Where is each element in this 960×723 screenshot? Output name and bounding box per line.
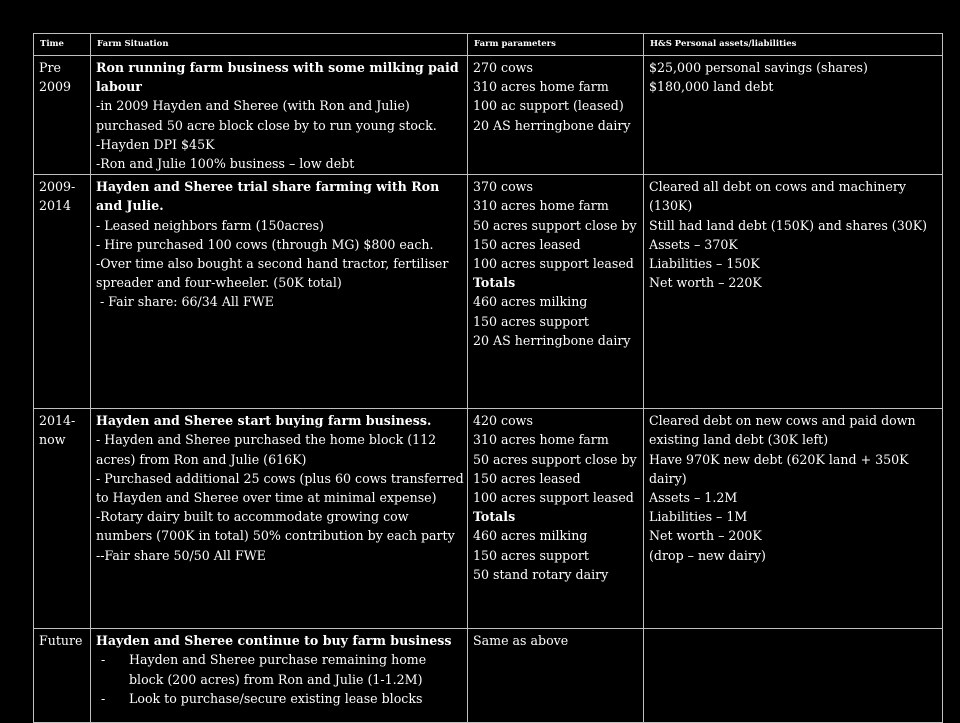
parameter-line: 310 acres home farm (473, 432, 609, 448)
parameter-line: 150 acres support (473, 313, 589, 329)
situation-cell (91, 56, 468, 175)
parameter-line: 370 cows (473, 179, 533, 195)
asset-line: Net worth – 220K (649, 275, 762, 291)
parameter-line: 100 ac support (leased) (473, 98, 624, 114)
parameter-line: 20 AS herringbone dairy (473, 117, 631, 133)
header-farm-situation: Farm Situation (91, 34, 468, 56)
asset-line: $25,000 personal savings (shares) (649, 60, 868, 75)
assets-cell (644, 56, 943, 175)
assets-cell (644, 409, 943, 629)
parameter-line: 150 acres leased (473, 470, 581, 486)
parameter-line: 310 acres home farm (473, 79, 609, 95)
parameter-line: 270 cows (473, 60, 533, 75)
situation-title: Ron running farm business with some milking paid labour (96, 60, 459, 95)
parameter-totals-label: Totals (473, 509, 516, 525)
situation-line: -Over time also bought a second hand tractor, fertiliser spreader and four-wheeler. (50K total) (96, 256, 449, 291)
situation-line: - Purchased additional 25 cows (plus 60 cows transferred to Hayden and Sheree over time at minimal expense) (96, 470, 464, 506)
farm-timeline-table (33, 33, 943, 723)
header-row (34, 34, 943, 56)
situation-line: -Hayden DPI $45K (96, 136, 215, 152)
situation-line: - Hire purchased 100 cows (through MG) $800 each. (96, 236, 434, 252)
asset-line: Assets – 370K (649, 236, 738, 252)
header-personal-assets: H&S Personal assets/liabilities (644, 34, 943, 56)
asset-line: Assets – 1.2M (649, 490, 738, 506)
asset-line: (drop – new dairy) (649, 547, 766, 563)
assets-cell (644, 629, 943, 723)
header-time: Time (34, 34, 91, 56)
parameter-line: 150 acres support (473, 547, 589, 563)
asset-line: Cleared all debt on cows and machinery (130K) (649, 179, 906, 214)
list-item: - Hayden and Sheree purchase remaining home block (200 acres) from Ron and Julie (1-1.2M) (96, 650, 464, 688)
parameter-line: 460 acres milking (473, 528, 588, 544)
parameter-line: 100 acres support leased (473, 490, 634, 506)
table-row (34, 409, 943, 629)
situation-line: - Fair share: 66/34 All FWE (96, 294, 274, 310)
asset-line: Net worth – 200K (649, 528, 762, 544)
asset-line: $180,000 land debt (649, 79, 774, 95)
parameters-cell (468, 56, 644, 175)
asset-line: Liabilities – 1M (649, 509, 748, 525)
situation-bullet-list (96, 650, 464, 708)
situation-title: Hayden and Sheree start buying farm business. (96, 413, 432, 429)
parameter-line: 50 acres support close by (473, 451, 637, 467)
time-cell: 2009-2014 (34, 175, 91, 409)
parameters-cell (468, 175, 644, 409)
parameter-line: 310 acres home farm (473, 198, 609, 214)
parameter-line: 460 acres milking (473, 294, 588, 310)
list-item: - Look to purchase/secure existing lease blocks (96, 689, 464, 708)
situation-cell (91, 175, 468, 409)
assets-cell (644, 175, 943, 409)
parameters-cell (468, 409, 644, 629)
situation-line: -Rotary dairy built to accommodate growing cow numbers (700K in total) 50% contribution by each party (96, 509, 455, 544)
parameters-cell (468, 629, 644, 723)
time-cell: 2014-now (34, 409, 91, 629)
situation-title: Hayden and Sheree continue to buy farm business (96, 633, 452, 649)
table-row (34, 175, 943, 409)
asset-line: Still had land debt (150K) and shares (30K) (649, 217, 928, 233)
situation-line: - Leased neighbors farm (150acres) (96, 217, 324, 233)
parameter-line: 50 acres support close by (473, 217, 637, 233)
situation-cell (91, 409, 468, 629)
situation-line: -in 2009 Hayden and Sheree (with Ron and Julie) purchased 50 acre block close by to run young stock. (96, 98, 437, 133)
situation-title: Hayden and Sheree trial share farming with Ron and Julie. (96, 179, 440, 214)
table-row (34, 629, 943, 723)
asset-line: Cleared debt on new cows and paid down existing land debt (30K left) (649, 413, 916, 448)
parameter-line: 20 AS herringbone dairy (473, 332, 631, 348)
time-cell: Pre 2009 (34, 56, 91, 175)
asset-line: Have 970K new debt (620K land + 350K dairy) (649, 451, 909, 486)
parameter-line: 100 acres support leased (473, 256, 634, 272)
parameter-line: 50 stand rotary dairy (473, 566, 609, 582)
situation-line: -Ron and Julie 100% business – low debt (96, 156, 355, 172)
time-cell: Future (34, 629, 91, 723)
parameter-line: Same as above (473, 633, 569, 649)
header-farm-parameters: Farm parameters (468, 34, 644, 56)
asset-line: Liabilities – 150K (649, 256, 760, 272)
situation-line: --Fair share 50/50 All FWE (96, 547, 266, 563)
parameter-line: 150 acres leased (473, 236, 581, 252)
parameter-totals-label: Totals (473, 275, 516, 291)
parameter-line: 420 cows (473, 413, 533, 429)
situation-cell (91, 629, 468, 723)
situation-line: - Hayden and Sheree purchased the home block (112 acres) from Ron and Julie (616K) (96, 432, 437, 467)
table-row (34, 56, 943, 175)
